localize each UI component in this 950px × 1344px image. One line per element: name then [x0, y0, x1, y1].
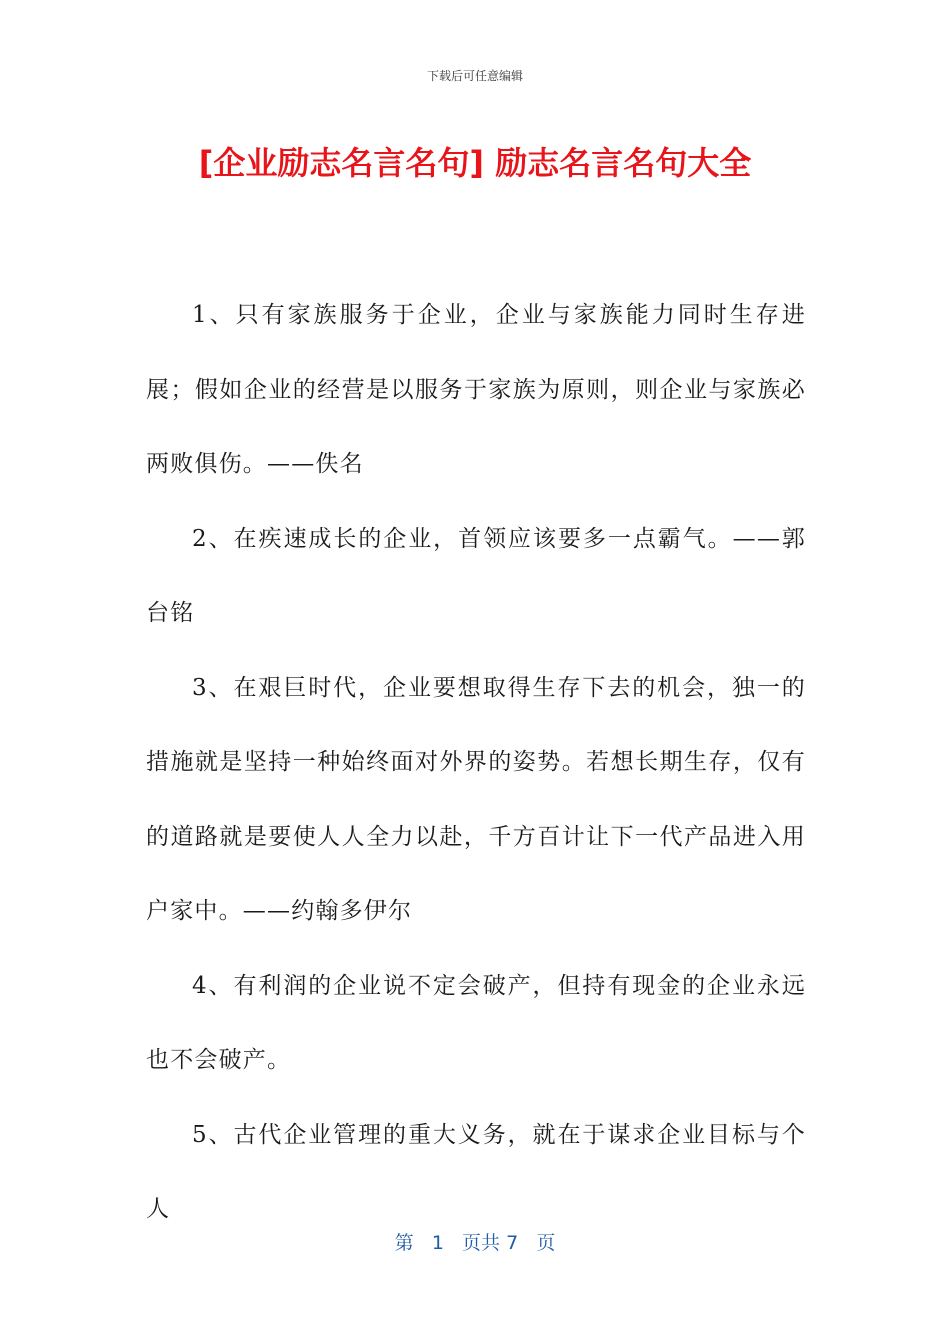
page-label-suffix: 页 — [536, 1232, 556, 1254]
document-body — [146, 278, 806, 1247]
page-footer — [0, 1228, 950, 1255]
total-pages-number: 7 — [506, 1232, 519, 1254]
paragraph-5: 5、古代企业管理的重大义务，就在于谋求企业目标与个人 — [146, 1121, 806, 1222]
paragraph-2: 2、在疾速成长的企业，首领应该要多一点霸气。——郭台铭 — [146, 525, 806, 626]
header-note: 下载后可任意编辑 — [426, 69, 523, 83]
document-title: [企业励志名言名句] 励志名言名句大全 — [198, 144, 752, 182]
paragraph-4: 4、有利润的企业说不定会破产，但持有现金的企业永远也不会破产。 — [146, 972, 806, 1073]
current-page-number: 1 — [431, 1232, 444, 1254]
page-label-middle: 页共 — [462, 1232, 501, 1254]
paragraph-1: 1、只有家族服务于企业，企业与家族能力同时生存进展；假如企业的经营是以服务于家族为原则，则企业与家族必两败俱伤。——佚名 — [146, 302, 806, 477]
paragraph-3: 3、在艰巨时代，企业要想取得生存下去的机会，独一的措施就是坚持一种始终面对外界的姿势。若想长期生存，仅有的道路就是要使人人全力以赴，千方百计让下一代产品进入用户家中。——约翰多伊尔 — [146, 674, 806, 924]
page-label-prefix: 第 — [394, 1232, 414, 1254]
